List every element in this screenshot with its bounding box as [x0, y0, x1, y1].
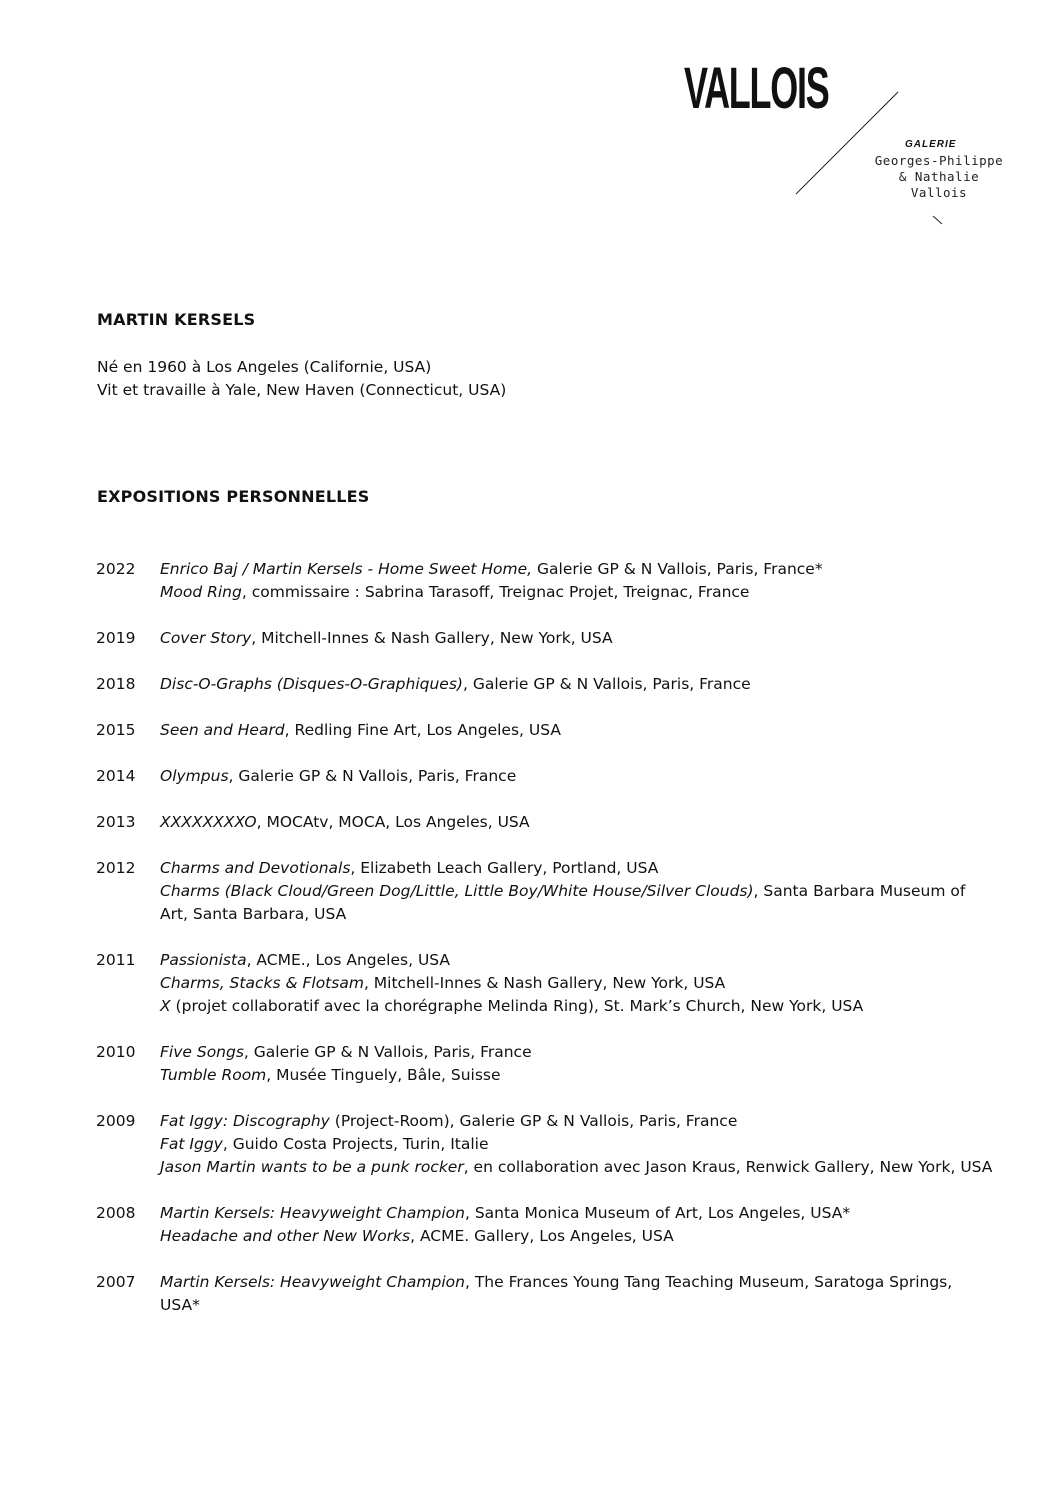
exhibition-year: 2009 — [96, 1112, 136, 1130]
exhibition-year: 2015 — [96, 721, 136, 739]
exhibitions-list — [96, 558, 996, 1340]
exhibition-year: 2007 — [96, 1273, 136, 1291]
exhibition-entries — [160, 1110, 996, 1179]
exhibition-details: , Redling Fine Art, Los Angeles, USA — [284, 721, 561, 739]
exhibition-entry — [160, 1271, 996, 1317]
exhibition-entry — [160, 765, 996, 788]
exhibition-details: , Galerie GP & N Vallois, Paris, France — [462, 675, 751, 693]
exhibition-entry — [160, 949, 996, 972]
exhibition-details: (Project-Room), Galerie GP & N Vallois, Paris, France — [334, 1112, 738, 1130]
exhibition-entries — [160, 673, 996, 696]
exhibition-details: , Guido Costa Projects, Turin, Italie — [222, 1135, 489, 1153]
exhibition-details: (projet collaboratif avec la chorégraphe Melinda Ring), St. Mark’s Church, New York, USA — [170, 997, 864, 1015]
exhibition-details: , Santa Monica Museum of Art, Los Angeles, USA* — [464, 1204, 851, 1222]
exhibition-title: Mood Ring — [160, 583, 242, 601]
exhibition-year: 2018 — [96, 675, 136, 693]
bio-line: Vit et travaille à Yale, New Haven (Connecticut, USA) — [97, 381, 507, 399]
exhibition-entries — [160, 1271, 996, 1317]
exhibition-title: X — [160, 997, 171, 1015]
exhibition-details: , Mitchell-Innes & Nash Gallery, New York, USA — [251, 629, 613, 647]
exhibition-year: 2014 — [96, 767, 136, 785]
exhibition-year-block — [96, 1271, 996, 1317]
exhibition-year-block — [96, 1202, 996, 1248]
exhibition-year-block — [96, 627, 996, 650]
exhibition-details: , Galerie GP & N Vallois, Paris, France — [228, 767, 517, 785]
logo-gallery-names — [864, 153, 1014, 201]
exhibition-details: Galerie GP & N Vallois, Paris, France* — [532, 560, 823, 578]
artist-name: MARTIN KERSELS — [97, 310, 256, 329]
exhibition-entry — [160, 1225, 996, 1248]
exhibition-year-block — [96, 1110, 996, 1179]
exhibition-entries — [160, 949, 996, 1018]
exhibition-details: , ACME., Los Angeles, USA — [246, 951, 451, 969]
exhibition-entries — [160, 857, 996, 926]
exhibition-title: Seen and Heard — [160, 721, 285, 739]
exhibition-details: , Mitchell-Innes & Nash Gallery, New York, USA — [363, 974, 726, 992]
exhibition-details: , MOCAtv, MOCA, Los Angeles, USA — [256, 813, 530, 831]
exhibition-title: Passionista — [160, 951, 247, 969]
exhibition-title: Olympus — [160, 767, 229, 785]
exhibition-title: Fat Iggy: Discography — [160, 1112, 335, 1130]
exhibition-title: Five Songs — [160, 1043, 244, 1061]
exhibition-entry — [160, 811, 996, 834]
exhibition-entry — [160, 857, 996, 880]
exhibition-entry — [160, 972, 996, 995]
gallery-logo-wordmark: VALLOIS — [684, 56, 829, 121]
exhibition-details: , Santa Barbara Museum of Art, Santa Barbara, USA — [160, 882, 966, 923]
exhibition-year: 2022 — [96, 560, 136, 578]
exhibition-year: 2010 — [96, 1043, 136, 1061]
exhibition-title: Tumble Room — [160, 1066, 267, 1084]
exhibition-entries — [160, 627, 996, 650]
exhibition-details: , Musée Tinguely, Bâle, Suisse — [266, 1066, 501, 1084]
exhibition-entries — [160, 1202, 996, 1248]
section-title: EXPOSITIONS PERSONNELLES — [97, 487, 370, 506]
exhibition-title: Charms, Stacks & Flotsam — [160, 974, 364, 992]
exhibition-title: Enrico Baj / Martin Kersels - Home Sweet Home, — [160, 560, 533, 578]
exhibition-entry — [160, 1202, 996, 1225]
exhibition-year-block — [96, 1041, 996, 1087]
exhibition-entry — [160, 1064, 996, 1087]
exhibition-title: Martin Kersels: Heavyweight Champion — [160, 1273, 465, 1291]
exhibition-year-block — [96, 811, 996, 834]
exhibition-year-block — [96, 857, 996, 926]
exhibition-title: Fat Iggy — [160, 1135, 223, 1153]
logo-slash-lines — [0, 0, 1058, 240]
exhibition-entry — [160, 627, 996, 650]
exhibition-details: , Galerie GP & N Vallois, Paris, France — [243, 1043, 532, 1061]
logo-galerie-label: GALERIE — [905, 139, 957, 150]
exhibition-details: , commissaire : Sabrina Tarasoff, Treignac Projet, Treignac, France — [241, 583, 750, 601]
exhibition-title: Jason Martin wants to be a punk rocker — [160, 1158, 464, 1176]
artist-bio — [97, 356, 506, 402]
exhibition-entry — [160, 581, 996, 604]
exhibition-year-block — [96, 765, 996, 788]
exhibition-year: 2008 — [96, 1204, 136, 1222]
exhibition-entry — [160, 995, 996, 1018]
exhibition-entries — [160, 1041, 996, 1087]
exhibition-entries — [160, 765, 996, 788]
exhibition-entries — [160, 719, 996, 742]
exhibition-title: Headache and other New Works — [160, 1227, 411, 1245]
exhibition-entries — [160, 811, 996, 834]
exhibition-title: Charms (Black Cloud/Green Dog/Little, Little Boy/White House/Silver Clouds) — [160, 882, 754, 900]
exhibition-entry — [160, 673, 996, 696]
exhibition-entry — [160, 1133, 996, 1156]
exhibition-details: , en collaboration avec Jason Kraus, Renwick Gallery, New York, USA — [463, 1158, 993, 1176]
exhibition-details: , ACME. Gallery, Los Angeles, USA — [410, 1227, 674, 1245]
exhibition-details: , The Frances Young Tang Teaching Museum, Saratoga Springs, USA* — [160, 1273, 953, 1314]
exhibition-year: 2012 — [96, 859, 136, 877]
logo-name-line: Georges-Philippe — [874, 153, 1004, 168]
exhibition-entry — [160, 719, 996, 742]
exhibition-year-block — [96, 673, 996, 696]
exhibition-entry — [160, 1041, 996, 1064]
exhibition-year: 2013 — [96, 813, 136, 831]
exhibition-year-block — [96, 949, 996, 1018]
logo-name-line: & Nathalie — [898, 169, 980, 184]
exhibition-title: Disc-O-Graphs (Disques-O-Graphiques) — [160, 675, 463, 693]
exhibition-details: , Elizabeth Leach Gallery, Portland, USA — [350, 859, 659, 877]
bio-line: Né en 1960 à Los Angeles (Californie, USA) — [97, 358, 432, 376]
exhibition-title: Cover Story — [160, 629, 252, 647]
exhibition-entries — [160, 558, 996, 604]
exhibition-year: 2011 — [96, 951, 136, 969]
exhibition-year-block — [96, 719, 996, 742]
exhibition-title: Martin Kersels: Heavyweight Champion — [160, 1204, 465, 1222]
exhibition-title: XXXXXXXXO — [160, 813, 257, 831]
exhibition-entry — [160, 558, 996, 581]
exhibition-title: Charms and Devotionals — [160, 859, 351, 877]
exhibition-year: 2019 — [96, 629, 136, 647]
exhibition-entry — [160, 880, 996, 926]
exhibition-entry — [160, 1156, 996, 1179]
exhibition-year-block — [96, 558, 996, 604]
exhibition-entry — [160, 1110, 996, 1133]
logo-name-line: Vallois — [910, 185, 968, 200]
